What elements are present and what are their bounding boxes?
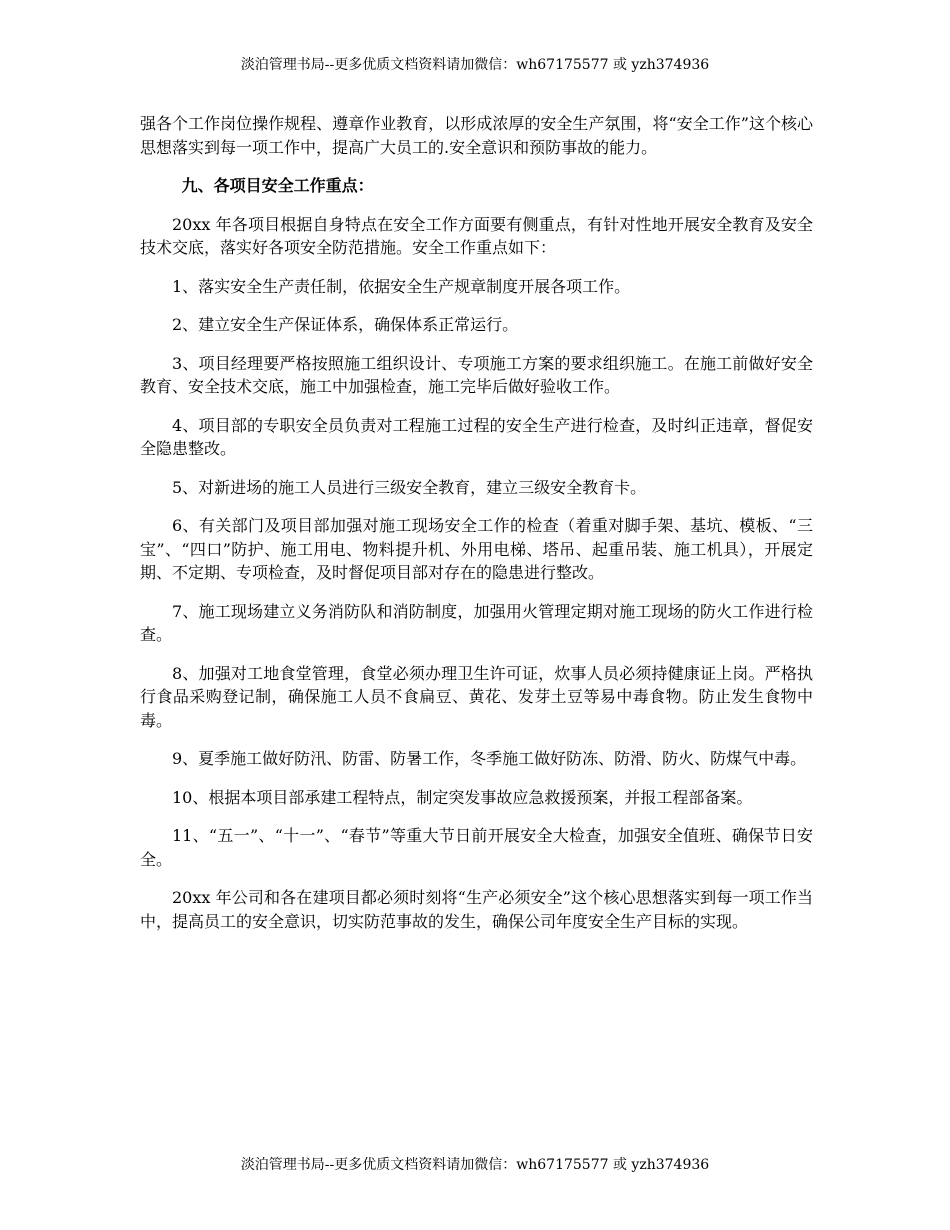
list-item: 2、建立安全生产保证体系，确保体系正常运行。 [172, 315, 519, 334]
list-item: 10、根据本项目部承建工程特点，制定突发事故应急救援预案，并报工程部备案。 [172, 787, 753, 807]
list-item: 11、“五一”、“十一”、“春节”等重大节日前开展安全大检查，加强安全值班、确保节日安全。 [140, 826, 813, 869]
closing-paragraph: 20xx 年公司和各在建项目都必须时刻将“生产必须安全”这个核心思想落实到每一项工作当中，提高员工的安全意识，切实防范事故的发生，确保公司年度安全生产目标的实现。 [140, 888, 813, 931]
list-item: 1、落实安全生产责任制，依据安全生产规章制度开展各项工作。 [172, 276, 631, 296]
list-item: 3、项目经理要严格按照施工组织设计、专项施工方案的要求组织施工。在施工前做好安全教育、安全技术交底，施工中加强检查，施工完毕后做好验收工作。 [140, 353, 813, 396]
section-heading: 九、各项目安全工作重点： [181, 176, 374, 195]
page-header: 淡泊管理书局--更多优质文档资料请加微信：wh67175577 或 yzh374936 [240, 57, 710, 73]
document-body [140, 112, 813, 948]
list-item: 4、项目部的专职安全员负责对工程施工过程的安全生产进行检查，及时纠正违章，督促安全隐患整改。 [140, 415, 813, 458]
page-footer: 淡泊管理书局--更多优质文档资料请加微信：wh67175577 或 yzh374936 [240, 1157, 710, 1173]
list-item: 7、施工现场建立义务消防队和消防制度，加强用火管理定期对施工现场的防火工作进行检查。 [140, 601, 813, 644]
intro-paragraph: 强各个工作岗位操作规程、遵章作业教育，以形成浓厚的安全生产氛围，将“安全工作”这个核心思想落实到每一项工作中，提高广大员工的.安全意识和预防事故的能力。 [140, 114, 813, 157]
list-item: 9、夏季施工做好防汛、防雷、防暑工作，冬季施工做好防冻、防滑、防火、防煤气中毒。 [172, 749, 807, 768]
list-item: 8、加强对工地食堂管理，食堂必须办理卫生许可证，炊事人员必须持健康证上岗。严格执行食品采购登记制，确保施工人员不食扁豆、黄花、发芽土豆等易中毒食物。防止发生食物中毒。 [140, 663, 813, 730]
list-item: 5、对新进场的施工人员进行三级安全教育，建立三级安全教育卡。 [172, 477, 647, 497]
section-intro-paragraph: 20xx 年各项目根据自身特点在安全工作方面要有侧重点，有针对性地开展安全教育及安全技术交底，落实好各项安全防范措施。安全工作重点如下： [140, 214, 813, 257]
list-item: 6、有关部门及项目部加强对施工现场安全工作的检查（着重对脚手架、基坑、模板、“三宝”、“四口”防护、施工用电、物料提升机、外用电梯、塔吊、起重吊装、施工机具），开展定期、不定期、专项检查，及时督促项目部对存在的隐患进行整改。 [140, 516, 813, 582]
